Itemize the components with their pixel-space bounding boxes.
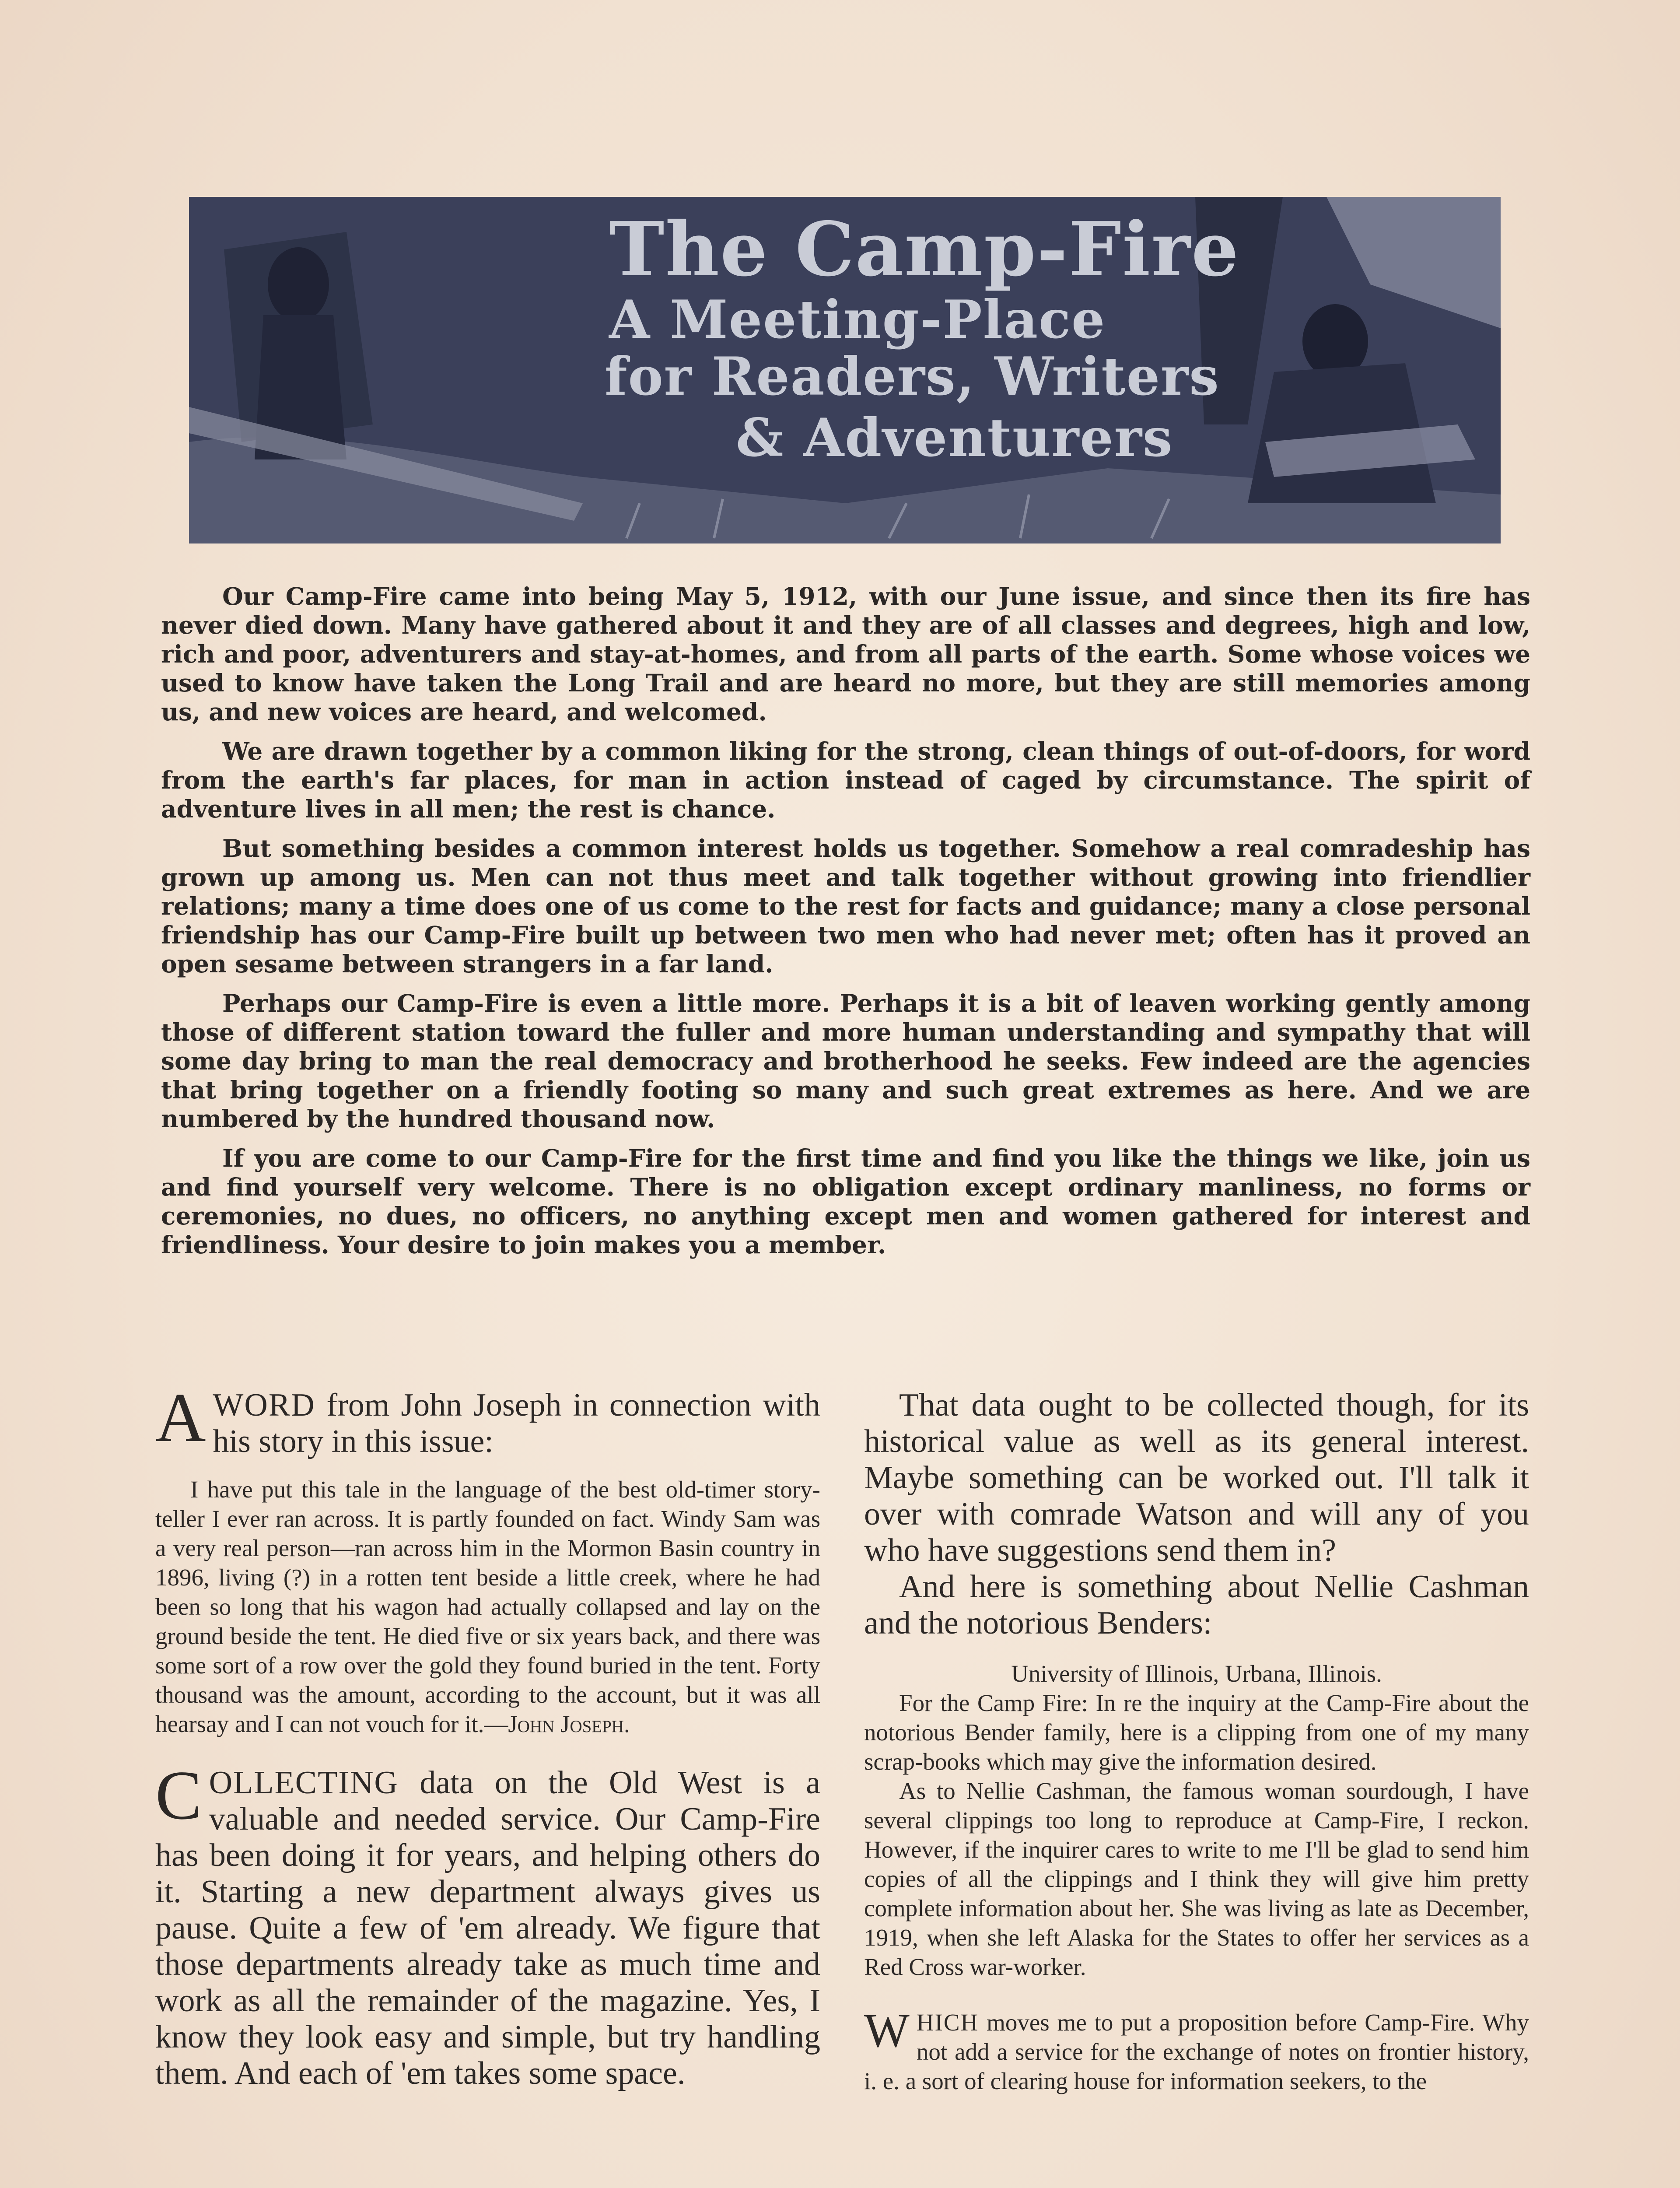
banner-subtitle-line: A Meeting-Place (609, 289, 1106, 351)
right-column (864, 1387, 1529, 2096)
intro-paragraph: But something besides a common interest holds us together. Somehow a real comradeship has grown up among us. Men can not thus meet and talk together without growing into friendlier relations; many a time does one of us come to the rest for facts and guidance; many a close personal friendship has our Camp-Fire built up between two men who had never met; often has it proved an open sesame between strangers in a far land. (161, 834, 1530, 978)
letter-paragraph: As to Nellie Cashman, the famous woman sourdough, I have several clippings too long to reproduce at Camp-Fire, I reckon. However, if the inquirer cares to write to me I'll be glad to send him copies of all the clippings and I think they will give him pretty complete information about her. She was living as late as December, 1919, when she left Alaska for the States to offer her services as a Red Cross war-worker. (864, 1778, 1529, 1980)
paragraph-text: moves me to put a proposition before Camp-Fire. Why not add a service for the exchange of notes on frontier history, i. e. a sort of clearing house for information seekers, to the (864, 2009, 1529, 2094)
lead-word: HICH (916, 2009, 979, 2036)
paragraph-text: from John Joseph in connection with his story in this issue: (213, 1387, 820, 1459)
lead-word: OLLECTING (209, 1765, 399, 1801)
intro-paragraph: We are drawn together by a common liking for the strong, clean things of out-of-doors, for word from the earth's far places, for man in action instead of caged by circumstance. The spirit of adventure lives in all men; the rest is chance. (161, 737, 1530, 823)
banner-subtitle-line: & Adventurers (736, 407, 1173, 469)
banner-title-line: The Camp-Fire (609, 206, 1240, 293)
intro-paragraph: Our Camp-Fire came into being May 5, 1912, with our June issue, and since then its fire has never died down. Many have gathered about it and they are of all classes and degrees, high and low, rich and poor, adventurers and stay-at-homes, and from all parts of the earth. Some whose voices we used to know have taken the Long Trail and are heard no more, but they are still memories among us, and new voices are heard, and welcomed. (161, 582, 1530, 726)
drop-cap: W (864, 2004, 910, 2057)
intro-paragraph: Perhaps our Camp-Fire is even a little more. Perhaps it is a bit of leaven working gently among those of different station toward the fuller and more human understanding and sympathy that will some day bring to man the real democracy and brotherhood he seeks. Few indeed are the agencies that bring together on a friendly footing so many and such great extremes as here. And we are numbered by the hundred thousand now. (161, 989, 1530, 1133)
intro-section (161, 582, 1530, 1270)
letter-signature: John Joseph. (508, 1711, 630, 1737)
body-paragraph: That data ought to be collected though, for its historical value as well as its general interest. Maybe something can be worked out. I'll talk it over with comrade Watson and will any of you who have suggestions send them in? (864, 1387, 1529, 1568)
camp-fire-header-banner (189, 197, 1501, 543)
paragraph-text: data on the Old West is a valuable and needed service. Our Camp-Fire has been doing it for years, and helping others do it. Starting a new department always gives us pause. Quite a few of 'em already. We figure that those departments already take as much time and work as all the remainder of the magazine. Yes, I know they look easy and simple, but try handling them. And each of 'em takes some space. (155, 1765, 820, 2091)
banner-subtitle-line: for Readers, Writers (605, 346, 1220, 407)
letter-text: I have put this tale in the language of the best old-timer story-teller I ever ran across. It is partly founded on fact. Windy Sam was a very real person—ran across him in the Mormon Basin country in 1896, living (?) in a rotten tent beside a little creek, where he had been so long that his wagon had actually collapsed and lay on the ground beside the tent. He died five or six years back, and there was some sort of a row over the gold they found buried in the tent. Forty thousand was the amount, according to the account, but it was all hearsay and I can not vouch for it.— (155, 1476, 820, 1737)
letter-quote (155, 1475, 820, 1739)
drop-cap: A (155, 1378, 206, 1456)
body-paragraph: And here is something about Nellie Cashman and the notorious Benders: (864, 1569, 1529, 1641)
drop-cap: C (155, 1756, 202, 1834)
banner-title (189, 197, 1501, 543)
intro-paragraph: If you are come to our Camp-Fire for the first time and find you like the things we like, join us and find yourself very welcome. There is no obligation except ordinary manliness, no forms or ceremonies, no dues, no officers, no anything except men and women gathered for interest and friendliness. Your desire to join makes you a member. (161, 1144, 1530, 1259)
left-column (155, 1378, 820, 2092)
lead-word: WORD (213, 1387, 315, 1423)
collecting-paragraph (155, 1756, 820, 2092)
letter-dateline: University of Illinois, Urbana, Illinois. (1011, 1660, 1382, 1687)
word-paragraph (155, 1378, 820, 1460)
letter-paragraph: For the Camp Fire: In re the inquiry at the Camp-Fire about the notorious Bender family, here is a clipping from one of my many scrap-books which may give the information desired. (864, 1690, 1529, 1775)
which-paragraph (864, 2004, 1529, 2096)
